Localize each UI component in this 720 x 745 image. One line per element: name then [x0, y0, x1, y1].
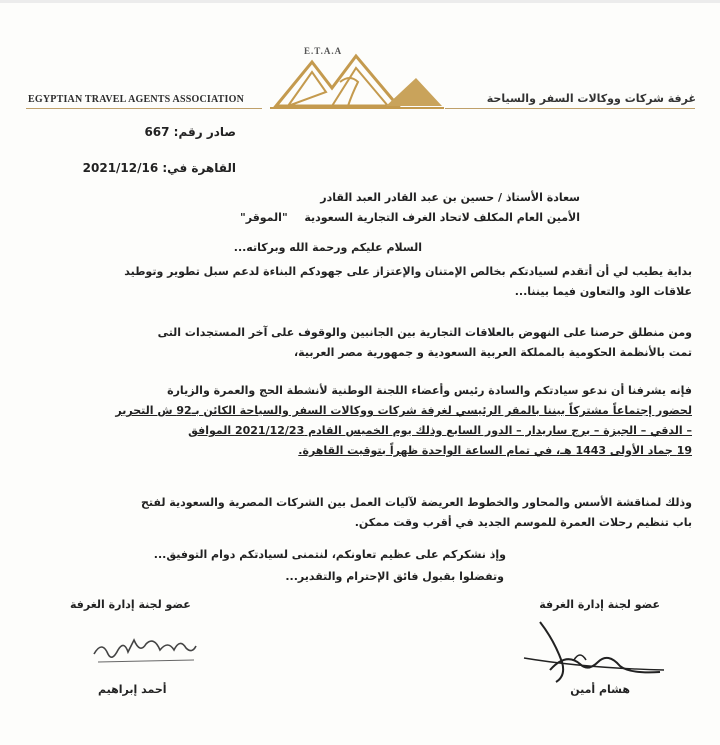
paragraph-3: [46, 381, 692, 461]
signatory-left-name: أحمد إبراهيم: [98, 683, 167, 696]
etaa-pyramids-logo-icon: [266, 48, 446, 114]
paragraph-line: ومن منطلق حرصنا على النهوض بالعلاقات التجارية بين الجانبين والوقوف على آخر المستجدات التى: [157, 326, 692, 339]
reference-number: صادر رقم: 667: [144, 125, 236, 139]
signatory-right-title: عضو لجنة إدارة الغرفة: [539, 598, 660, 611]
logo-text: E.T.A.A: [304, 46, 343, 56]
signatory-left-title: عضو لجنة إدارة الغرفة: [70, 598, 191, 611]
handwritten-signature-left-icon: [90, 628, 200, 668]
paragraph-line-underlined: لحضور إجتماعاً مشتركاً بيننا بالمقر الرئيسي لغرفة شركات ووكالات السفر والسياحة الكائن بـ92 ش التحرير: [115, 404, 692, 417]
letter-date: القاهرة في: 2021/12/16: [82, 161, 236, 175]
handwritten-signature-right-icon: [520, 612, 670, 692]
greeting: السلام عليكم ورحمة الله وبركاته...: [233, 241, 422, 254]
header-divider-right: [445, 108, 695, 109]
paragraph-line-underlined: – الدقي – الجيزة – برج ساريدار – الدور السابع وذلك يوم الخميس القادم 2021/12/23 الموافق: [188, 424, 692, 437]
signatory-right-name: هشام أمين: [570, 683, 630, 696]
closing-line-2: وتفضلوا بقبول فائق الإحترام والتقدير...: [285, 570, 504, 583]
recipient-title: الأمين العام المكلف لاتحاد الغرف التجارية السعودية: [304, 211, 580, 224]
paragraph-line: باب تنظيم رحلات العمرة للموسم الجديد في أقرب وقت ممكن.: [354, 516, 692, 529]
paragraph-line: علاقات الود والتعاون فيما بيننا...: [514, 285, 692, 298]
recipient-honorific: "الموقر": [240, 211, 288, 224]
paragraph-line: وذلك لمناقشة الأسس والمحاور والخطوط العريضة لآليات العمل بين الشركات المصرية والسعودية لفتح: [140, 496, 692, 509]
paragraph-4: [46, 493, 692, 533]
header-divider-left: [26, 108, 262, 109]
recipient-name: سعادة الأستاذ / حسين بن عبد القادر العبد القادر: [320, 191, 580, 204]
top-edge: [0, 0, 720, 3]
paragraph-line-underlined: 19 جماد الأولى 1443 هـ، في تمام الساعة الواحدة ظهراً بتوقيت القاهرة.: [298, 444, 692, 457]
paragraph-1: [46, 262, 692, 302]
org-name-arabic: غرفة شركات ووكالات السفر والسياحة: [486, 92, 696, 105]
closing-line-1: وإذ نشكركم على عظيم تعاونكم، لنتمنى لسيادتكم دوام التوفيق...: [153, 548, 506, 561]
org-name-english: EGYPTIAN TRAVEL AGENTS ASSOCIATION: [28, 94, 245, 105]
paragraph-2: [46, 323, 692, 363]
paragraph-line: تمت بالأنظمة الحكومية بالمملكة العربية السعودية و جمهورية مصر العربية،: [294, 346, 692, 359]
paragraph-line: بداية يطيب لي أن أتقدم لسيادتكم بخالص الإمتنان والإعتزاز على جهودكم البناءة لدعم سبل تطوير وتوطيد: [124, 265, 692, 278]
paragraph-line: فإنه يشرفنا أن ندعو سيادتكم والسادة رئيس وأعضاء اللجنة الوطنية لأنشطة الحج والعمرة والزيارة: [167, 384, 692, 397]
